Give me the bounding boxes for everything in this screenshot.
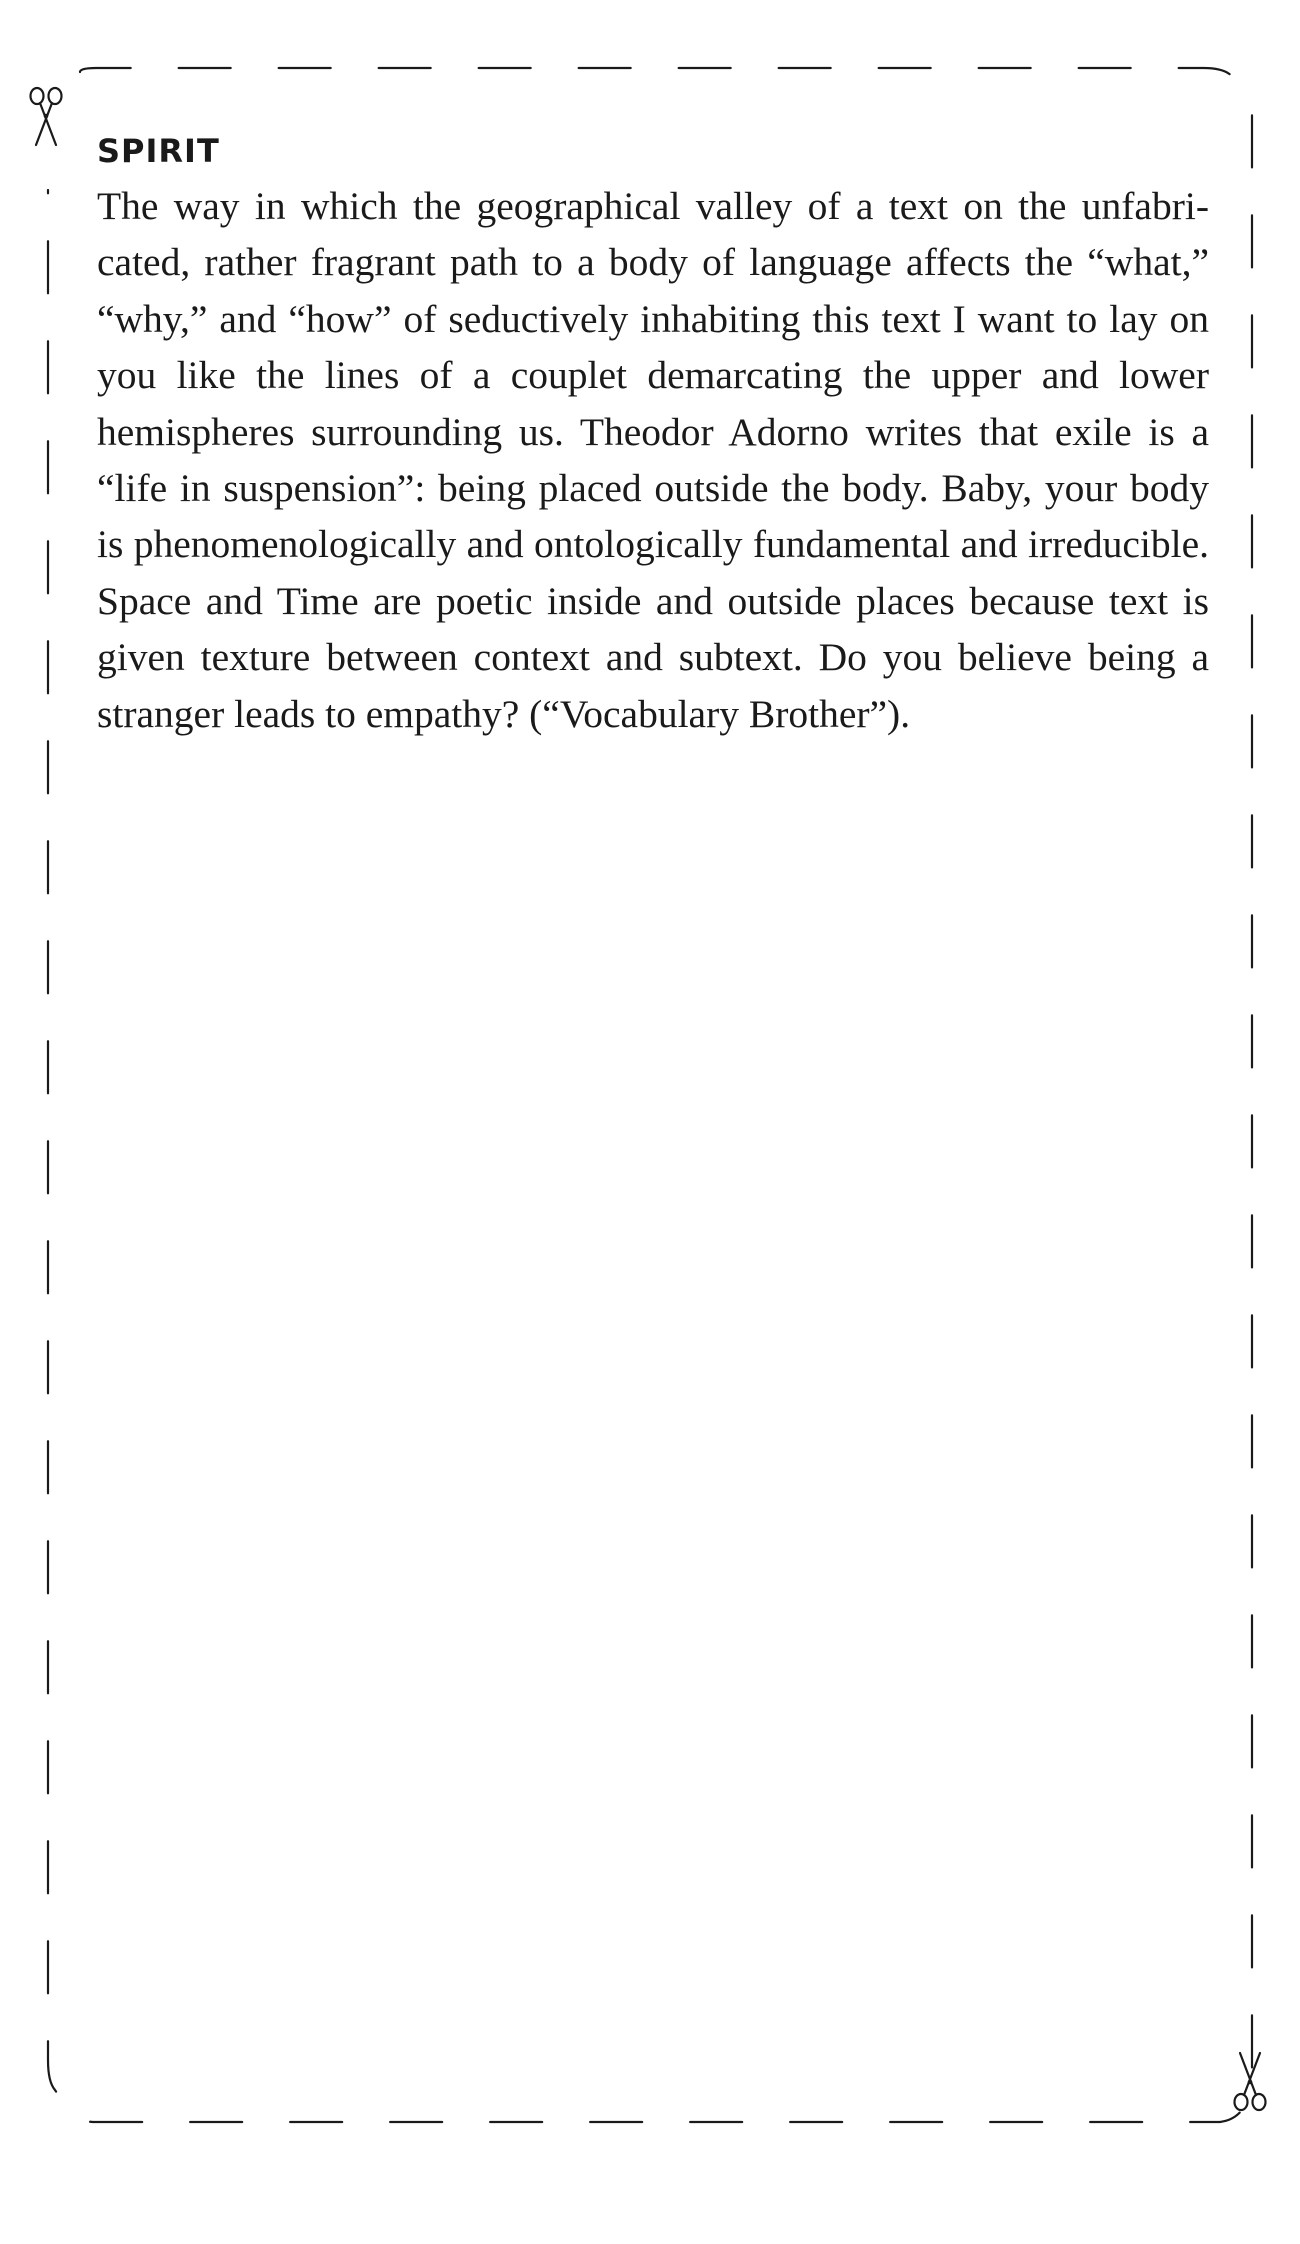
scissors-icon [26,86,66,148]
card-body-text: The way in which the geographical valley of a text on the unfabricated, rather fragrant path to a body of language affects the “what,” “why,” and “how” of seductively inhabiting this text I want to lay on you like the lines of a couplet demarcating the upper and lower hemispheres surrounding us. Theodor Adorno writes that exile is a “life in suspension”: being placed outside the body. Baby, your body is phenomenologically and ontologically fundamental and irreducible. Space and Time are poetic inside and outside places because text is given texture between context and subtext. Do you believe being a stranger leads to empathy? (“Vocabulary Brother”). [97,184,1209,736]
card-heading: SPIRIT [97,132,220,170]
scissors-icon [1230,2050,1270,2112]
